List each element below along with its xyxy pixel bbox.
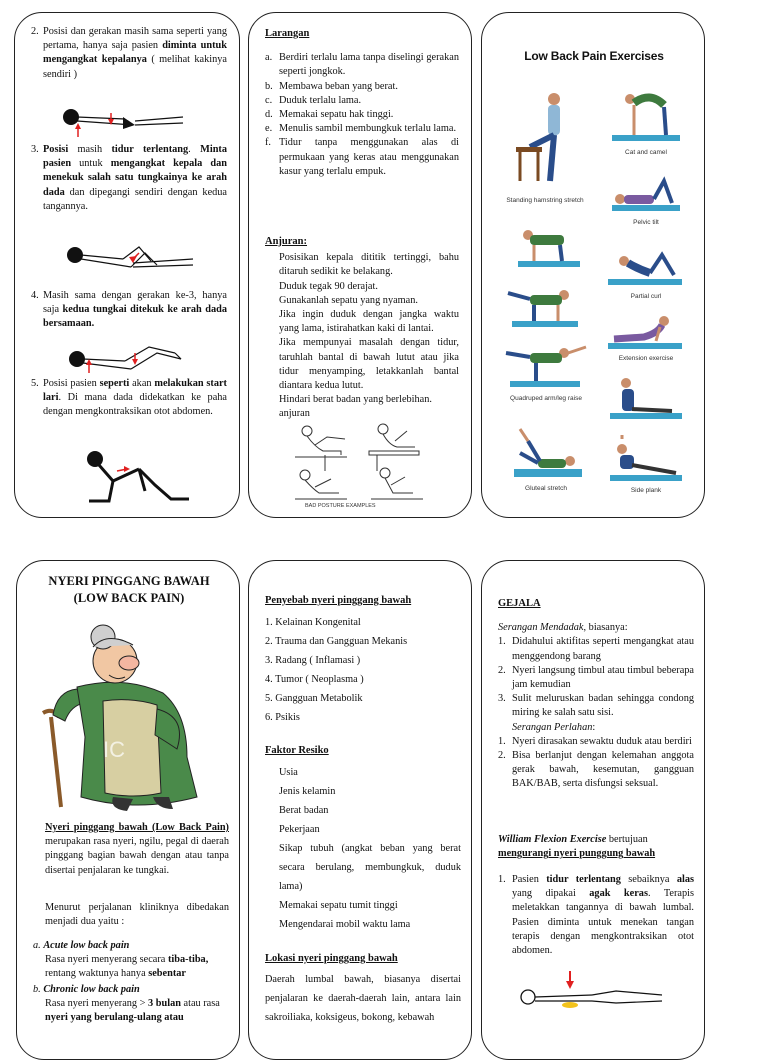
mendadak-item-text: Nyeri langsung timbul atau timbul beberapa jam kemudian bbox=[512, 664, 694, 691]
exercises-title: Low Back Pain Exercises bbox=[524, 49, 664, 63]
perlahan-item-text: Nyeri dirasakan sewaktu duduk atau berdiri bbox=[512, 735, 692, 747]
grandma-back-pain-illustration bbox=[37, 617, 207, 813]
label-partial-curl: Partial curl bbox=[630, 293, 662, 300]
mendadak-item-marker: 1. bbox=[498, 636, 506, 648]
quadruped-armleg-figure bbox=[502, 341, 590, 391]
larangan-list bbox=[265, 51, 459, 179]
step-3: 3. Posisi masih tidur terlentang. Minta pasien untuk mengangkat kepala dan menekuk salah satu tungkainya ke arah dada dan dipegangi sendiri dengan kedua tangannya. bbox=[31, 144, 227, 212]
single-knee-figure bbox=[61, 237, 211, 281]
faktor-title: Faktor Resiko bbox=[265, 745, 329, 756]
anjuran-item-text: Posisikan kepala dititik tertinggi, bahu ditaruh sedikit ke belakang. bbox=[279, 252, 459, 278]
label-standing-hamstring: Standing hamstring stretch bbox=[506, 197, 584, 204]
anjuran-item bbox=[265, 251, 459, 279]
anjuran-item bbox=[265, 280, 459, 294]
perlahan-item bbox=[498, 749, 694, 792]
william-flexion-section: William Flexion Exercise bertujuan mengurangi nyeri punggung bawah bbox=[498, 834, 656, 860]
faktor-item-text: Berat badan bbox=[279, 805, 329, 816]
faktor-item bbox=[265, 820, 461, 839]
supine-press-figure bbox=[512, 965, 682, 1011]
larangan-item-text: Memakai sepatu hak tinggi. bbox=[279, 109, 394, 121]
lokasi-text: Daerah lumbal bawah, biasanya disertai penjalaran ke daerah-daerah lain, antara lain sakroiliaka, koksigeus, bokong, kebawah bbox=[265, 974, 461, 1023]
label-quadruped: Quadruped arm/leg raise bbox=[510, 395, 582, 402]
step-4: 4. Masih sama dengan gerakan ke-3, hanya saja kedua tungkai ditekuk ke arah dada bersamaan. bbox=[31, 290, 227, 330]
anjuran-tail: anjuran bbox=[279, 408, 310, 420]
menurut-paragraph: Menurut perjalanan kliniknya dibedakan menjadi dua yaitu : bbox=[45, 902, 229, 928]
faktor-item bbox=[265, 801, 461, 820]
penyebab-section bbox=[265, 591, 461, 727]
faktor-item-text: Pekerjaan bbox=[279, 824, 320, 835]
perlahan-list bbox=[498, 735, 694, 792]
anjuran-item-text: Gunakanlah sepatu yang nyaman. bbox=[279, 294, 418, 306]
anjuran-item bbox=[265, 294, 459, 308]
faktor-item bbox=[265, 782, 461, 801]
penyebab-item: 5. Gangguan Metabolik bbox=[265, 693, 363, 704]
anjuran-section bbox=[265, 235, 459, 422]
bad-posture-illustration bbox=[285, 417, 435, 509]
chronic-section: b. Chronic low back pain Rasa nyeri menyerang > 3 bulan atau rasa nyeri yang berulang-ulang atau bbox=[33, 984, 220, 1024]
anjuran-item-text: Duduk tegak 90 derajat. bbox=[279, 280, 378, 292]
penyebab-item: 1. Kelainan Kongenital bbox=[265, 617, 361, 628]
larangan-item-marker: b. bbox=[265, 80, 273, 92]
watermark-text: IC bbox=[103, 737, 125, 762]
panel-exercise-steps bbox=[14, 12, 240, 518]
lokasi-title: Lokasi nyeri pinggang bawah bbox=[265, 953, 398, 964]
standing-hamstring-figure bbox=[506, 85, 586, 195]
faktor-item bbox=[265, 915, 461, 934]
lokasi-section bbox=[265, 949, 461, 1027]
anjuran-item-text: Hindari berat badan yang berlebihan. bbox=[279, 394, 432, 406]
faktor-item bbox=[265, 839, 461, 896]
larangan-section bbox=[265, 27, 459, 179]
mendadak-item-text: Sulit meluruskan badan sehingga condong miring ke salah satu sisi. bbox=[512, 693, 694, 719]
faktor-item-text: Usia bbox=[279, 767, 298, 778]
head-lift-figure bbox=[53, 95, 203, 141]
perlahan-heading: Serangan Perlahan: bbox=[512, 721, 596, 733]
panel-lbp-exercises bbox=[481, 12, 705, 518]
mendadak-item-text: Didahului aktifitas seperti mengangkat atau menggendong barang bbox=[512, 636, 694, 662]
panel-penyebab-faktor bbox=[248, 560, 472, 1060]
faktor-item-text: Mengendarai mobil waktu lama bbox=[279, 919, 411, 930]
william-step-1: 1. Pasien tidur terlentang sebaiknya alas yang dipakai agak keras. Terapis meletakkan tangannya di bawah lumbal. Pasien diminta untuk menekan tangan terapis dengan mengkontraksikan otot abdomen. bbox=[498, 874, 694, 957]
side-lying-figure bbox=[606, 373, 686, 423]
penyebab-item: 6. Psikis bbox=[265, 712, 300, 723]
faktor-item-text: Sikap tubuh (angkat beban yang berat secara berulang, membungkuk, duduk lama) bbox=[279, 843, 461, 892]
gejala-title: GEJALA bbox=[498, 598, 541, 609]
label-cat-camel: Cat and camel bbox=[625, 149, 667, 156]
larangan-item-text: Membawa beban yang berat. bbox=[279, 80, 398, 92]
anjuran-item bbox=[265, 336, 459, 393]
quadruped-figure-1 bbox=[512, 225, 586, 271]
double-knee-figure bbox=[65, 343, 215, 379]
larangan-item bbox=[265, 80, 459, 94]
faktor-item-text: Jenis kelamin bbox=[279, 786, 336, 797]
larangan-item bbox=[265, 94, 459, 108]
mendadak-item bbox=[498, 664, 694, 692]
anjuran-item bbox=[265, 393, 459, 407]
mendadak-item-marker: 3. bbox=[498, 693, 506, 705]
pelvic-tilt-figure bbox=[606, 171, 686, 217]
mendadak-item-marker: 2. bbox=[498, 664, 506, 676]
larangan-item bbox=[265, 122, 459, 136]
larangan-item-text: Menulis sambil membungkuk terlalu lama. bbox=[279, 123, 457, 135]
anjuran-item-text: Jika ingin duduk dengan jangka waktu yang lama, istirahatkan kaki di lantai. bbox=[279, 309, 459, 335]
faktor-item bbox=[265, 896, 461, 915]
extension-exercise-figure bbox=[604, 309, 688, 353]
larangan-item bbox=[265, 108, 459, 122]
faktor-list bbox=[265, 763, 461, 934]
perlahan-item-marker: 2. bbox=[498, 750, 506, 762]
acute-section: a. Acute low back pain Rasa nyeri menyerang secara tiba-tiba, rentang waktunya hanya sebentar bbox=[33, 940, 209, 980]
anjuran-item-text: Jika mempunyai masalah dengan tidur, taruhlah bantal di bawah lutut atau jika tidur menyamping, letakkanlah bantal diantara kedua lutut. bbox=[279, 337, 459, 392]
definition-paragraph: Nyeri pinggang bawah (Low Back Pain) merupakan rasa nyeri, ngilu, pegal di daerah pinggang bagian bawah dengan atau tanpa disertai penjalaran ke tungkai. bbox=[45, 822, 229, 876]
penyebab-item: 3. Radang ( Inflamasi ) bbox=[265, 655, 361, 666]
larangan-item bbox=[265, 136, 459, 179]
panel-gejala bbox=[481, 560, 705, 1060]
mendadak-item bbox=[498, 635, 694, 663]
gluteal-stretch-figure bbox=[508, 425, 588, 481]
cat-camel-figure bbox=[606, 89, 686, 147]
mendadak-item bbox=[498, 692, 694, 720]
gejala-section bbox=[498, 597, 694, 792]
larangan-item-marker: e. bbox=[265, 123, 273, 135]
penyebab-item: 2. Trauma dan Gangguan Mekanis bbox=[265, 636, 408, 647]
partial-curl-figure bbox=[604, 241, 688, 291]
perlahan-item bbox=[498, 735, 694, 749]
perlahan-item-text: Bisa berlanjut dengan kelemahan anggota gerak bawah, kesemutan, gangguan BAK/BAB, serta disfungsi seksual. bbox=[512, 750, 694, 790]
panel-larangan-anjuran bbox=[248, 12, 472, 518]
larangan-item-text: Duduk terlalu lama. bbox=[279, 94, 362, 106]
leaflet-title: NYERI PINGGANG BAWAH (LOW BACK PAIN) bbox=[48, 574, 210, 605]
panel-title-definition bbox=[16, 560, 240, 1060]
bad-posture-caption: BAD POSTURE EXAMPLES bbox=[305, 503, 376, 509]
anjuran-title: Anjuran: bbox=[265, 236, 308, 247]
perlahan-item-marker: 1. bbox=[498, 735, 506, 747]
penyebab-item: 4. Tumor ( Neoplasma ) bbox=[265, 674, 364, 685]
larangan-item bbox=[265, 51, 459, 79]
larangan-item-text: Tidur tanpa menggunakan alas di permukaan yang keras atau menggunakan kasur yang terlalu empuk. bbox=[279, 137, 459, 177]
start-position-figure bbox=[79, 447, 209, 507]
label-side-plank: Side plank bbox=[630, 487, 662, 494]
penyebab-list bbox=[265, 613, 461, 727]
anjuran-list bbox=[265, 251, 459, 407]
label-pelvic-tilt: Pelvic tilt bbox=[633, 219, 659, 226]
faktor-section bbox=[265, 741, 461, 934]
larangan-item-marker: a. bbox=[265, 52, 273, 64]
side-plank-figure bbox=[606, 435, 686, 485]
label-gluteal: Gluteal stretch bbox=[525, 485, 567, 492]
mendadak-list bbox=[498, 635, 694, 720]
faktor-item-text: Memakai sepatu tumit tinggi bbox=[279, 900, 398, 911]
faktor-item bbox=[265, 763, 461, 782]
step-2: 2. Posisi dan gerakan masih sama seperti yang pertama, hanya saja pasien diminta untuk mengangkat kepalanya ( melihat kakinya sendiri ) bbox=[31, 26, 227, 80]
label-extension: Extension exercise bbox=[618, 355, 674, 362]
anjuran-item bbox=[265, 308, 459, 336]
larangan-item-text: Berdiri terlalu lama tanpa diselingi gerakan seperti jongkok. bbox=[279, 52, 459, 78]
larangan-item-marker: d. bbox=[265, 109, 273, 121]
larangan-title: Larangan bbox=[265, 28, 310, 39]
penyebab-title: Penyebab nyeri pinggang bawah bbox=[265, 595, 412, 606]
larangan-item-marker: c. bbox=[265, 94, 273, 106]
larangan-item-marker: f. bbox=[265, 137, 272, 149]
quadruped-figure-2 bbox=[504, 283, 588, 331]
step-5: 5. Posisi pasien seperti akan melakukan start lari. Di mana dada didekatkan ke paha dengan mengkontraksikan otot abdomen. bbox=[31, 378, 227, 418]
mendadak-heading: Serangan Mendadak, biasanya: bbox=[498, 622, 628, 634]
